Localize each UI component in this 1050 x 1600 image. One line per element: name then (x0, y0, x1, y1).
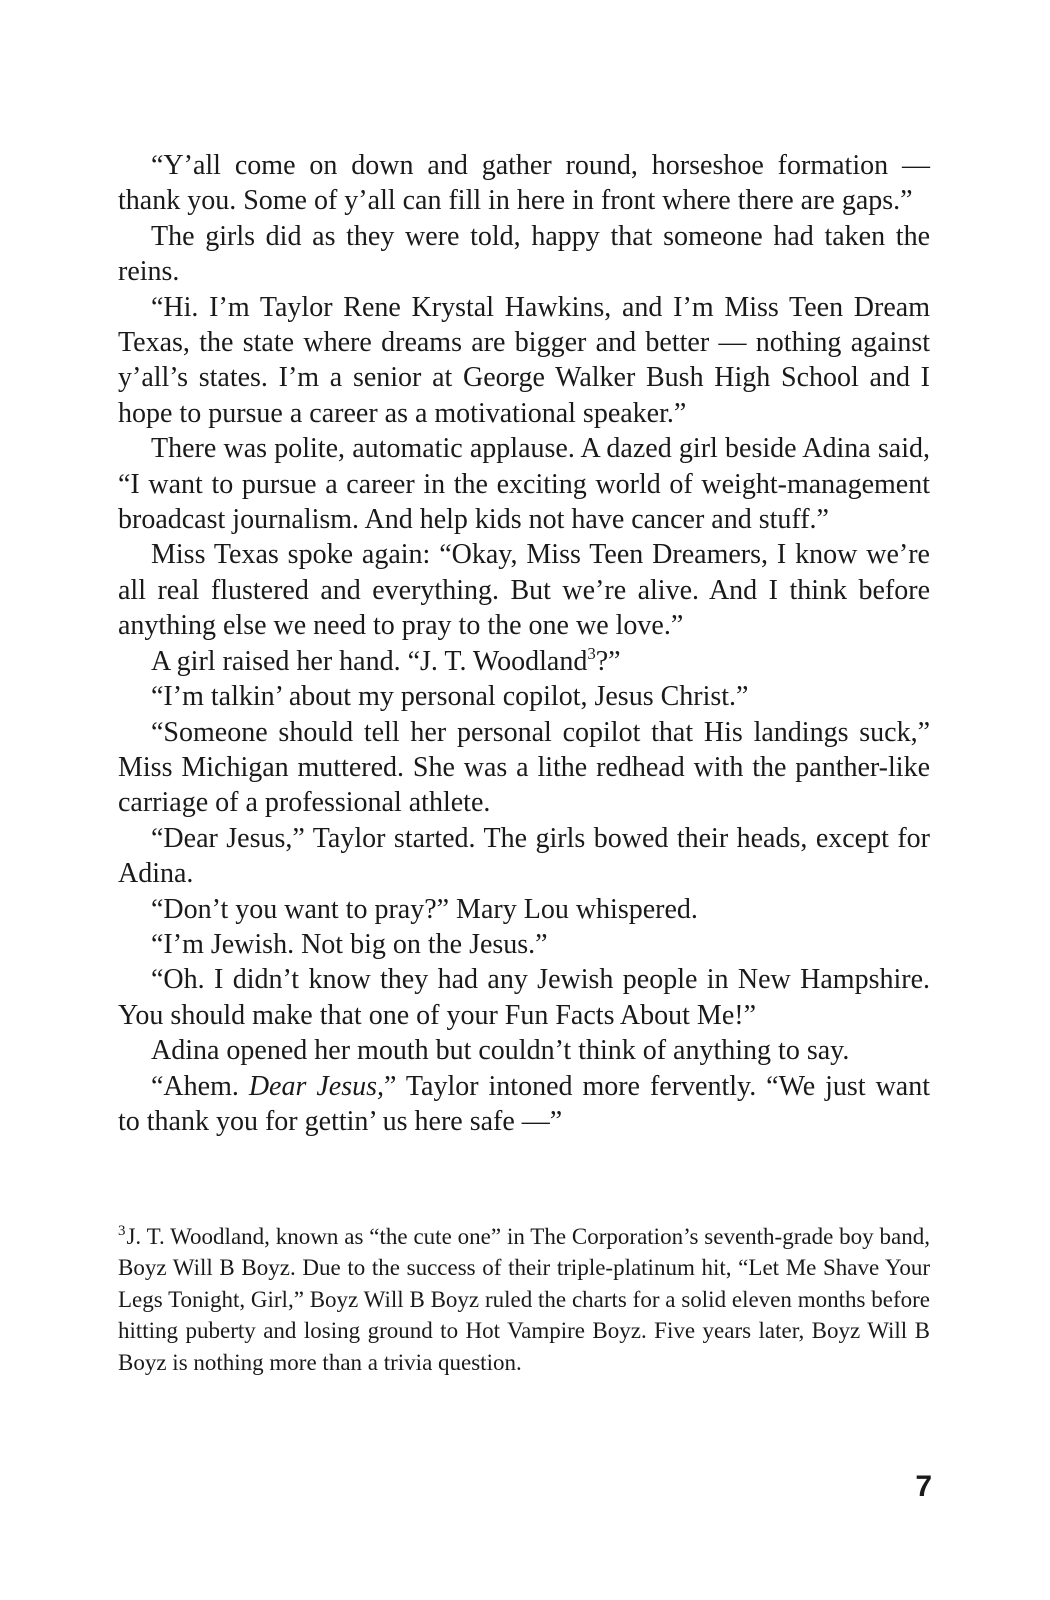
paragraph: “Hi. I’m Taylor Rene Krystal Hawkins, and I’m Miss Teen Dream Texas, the state where dreams are bigger and better — nothing against y’all’s states. I’m a senior at George Walker Bush High School and I hope to pursue a career as a motivational speaker.” (118, 291, 930, 429)
footnotes (118, 1221, 930, 1378)
paragraph: Adina opened her mouth but couldn’t think of anything to say. (151, 1035, 850, 1067)
paragraph: “Someone should tell her personal copilot that His landings suck,” Miss Michigan muttered. She was a lithe redhead with the panther-like carriage of a professional athlete. (118, 716, 930, 819)
paragraph (118, 1069, 930, 1140)
footnote-marker: 3 (118, 1223, 126, 1240)
paragraph-text: ?” (595, 645, 621, 677)
paragraph: “Don’t you want to pray?” Mary Lou whispered. (151, 893, 698, 925)
italic-text: Dear Jesus, (248, 1070, 384, 1102)
footnote-text: J. T. Woodland, known as “the cute one” in The Corporation’s seventh-grade boy band, Boyz Will B Boyz. Due to the success of their triple-platinum hit, “Let Me Shave Your Legs Tonight, Girl,” Boyz Will B Boyz ruled the charts for a solid eleven months before hitting puberty and losing ground to Hot Vampire Boyz. Five years later, Boyz Will B Boyz is nothing more than a trivia question. (118, 1224, 930, 1375)
paragraph: The girls did as they were told, happy that someone had taken the reins. (118, 220, 930, 288)
paragraph-text: A girl raised her hand. “J. T. Woodland (151, 645, 588, 677)
paragraph: “Dear Jesus,” Taylor started. The girls bowed their heads, except for Adina. (118, 822, 930, 890)
paragraph: “I’m Jewish. Not big on the Jesus.” (151, 928, 548, 960)
paragraph: “Y’all come on down and gather round, horseshoe formation — thank you. Some of y’all can fill in here in front where there are gaps.” (118, 150, 930, 217)
footnote-reference: 3 (587, 643, 596, 663)
paragraph-text: “Ahem. (151, 1070, 249, 1102)
footnote (118, 1221, 930, 1378)
paragraph-text: ” Taylor intoned more fervently. “We just want to thank you for gettin’ us here safe —” (118, 1070, 930, 1137)
paragraph: “Oh. I didn’t know they had any Jewish people in New Hampshire. You should make that one of your Fun Facts About Me!” (118, 964, 930, 1031)
body-text (118, 148, 930, 1139)
paragraph: There was polite, automatic applause. A dazed girl beside Adina said, “I want to pursue a career in the exciting world of weight-management broadcast journalism. And help kids not have cancer and stuff.” (118, 433, 930, 536)
paragraph: “I’m talkin’ about my personal copilot, Jesus Christ.” (151, 681, 749, 713)
paragraph: Miss Texas spoke again: “Okay, Miss Teen Dreamers, I know we’re all real flustered and everything. But we’re alive. And I think before anything else we need to pray to the one we love.” (118, 539, 930, 642)
paragraph (118, 644, 930, 679)
page-number: 7 (915, 1470, 932, 1503)
